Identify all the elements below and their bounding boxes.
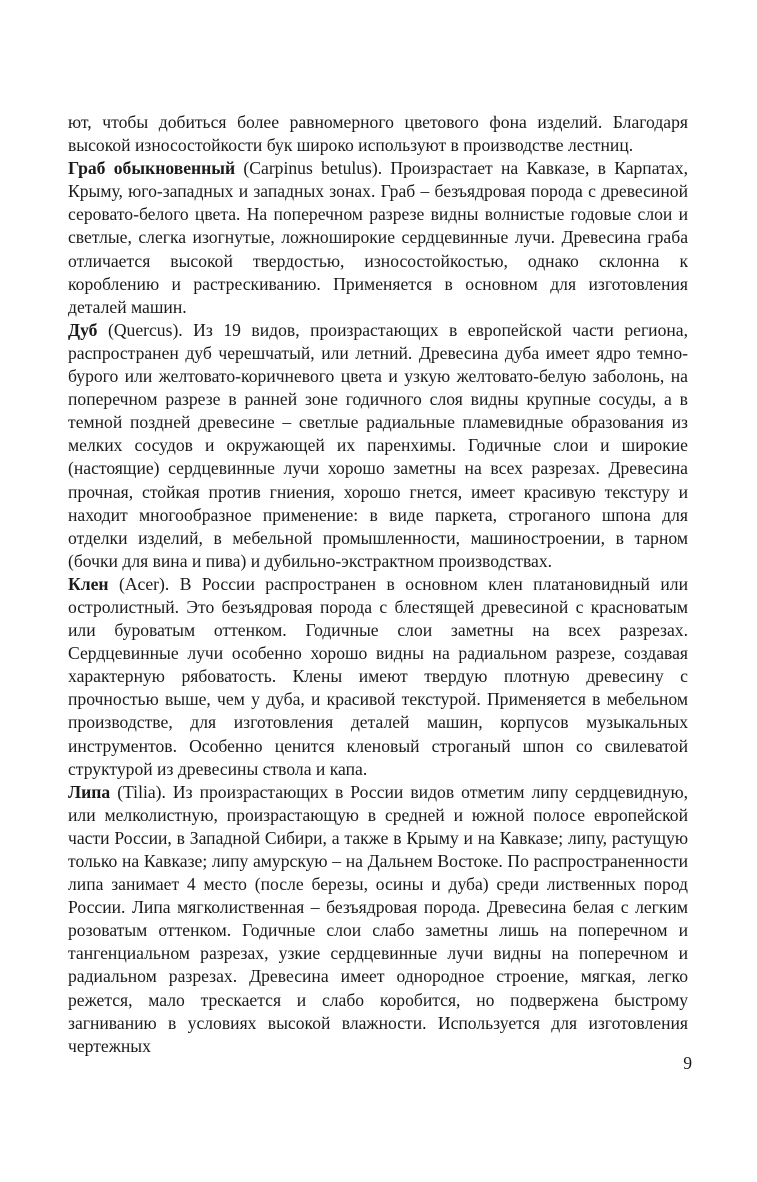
paragraph-text: (Quercus). Из 19 видов, произрастающих в европейской части региона, распространен дуб черешчатый, или летний. Древесина дуба имеет ядро темно-бурого или желтовато-коричневого цвета и узкую желтовато-белую заболонь, на поперечном разрезе в ранней зоне годичного слоя видны крупные сосуды, а в темной поздней древесине – светлые радиальные пламевидные образования из мелких сосудов и окружающей их паренхимы. Годичные слои и широкие (настоящие) сердцевинные лучи хорошо заметны на всех разрезах. Древесина прочная, стойкая против гниения, хорошо гнется, имеет красивую текстуру и находит многообразное применение: в виде паркета, строганого шпона для отделки изделий, в мебельной промышленности, машиностроении, в тарном (бочки для вина и пива) и дубильно-экстрактном производствах. bbox=[68, 319, 688, 571]
term-oak: Дуб bbox=[68, 319, 98, 340]
paragraph-linden bbox=[68, 781, 688, 1058]
term-hornbeam: Граб обыкновенный bbox=[68, 158, 236, 179]
paragraph-hornbeam bbox=[68, 157, 688, 319]
term-linden: Липа bbox=[68, 781, 111, 802]
paragraph-maple bbox=[68, 573, 688, 781]
paragraph-text: (Tilia). Из произрастающих в России видов отметим липу сердцевидную, или мелколистную, произрастающую в средней и южной полосе европейской части России, в Западной Сибири, а также в Крыму и на Кавказе; липу, растущую только на Кавказе; липу амурскую – на Дальнем Востоке. По распространенности липа занимает 4 место (после березы, осины и дуба) среди лиственных пород России. Липа мягколиственная – безъядровая порода. Древесина белая с легким розоватым оттенком. Годичные слои слабо заметны лишь на поперечном и тангенциальном разрезах, узкие сердцевинные лучи видны на поперечном и радиальном разрезах. Древесина имеет однородное строение, мягкая, легко режется, мало трескается и слабо коробится, но подвержена быстрому загниванию в условиях высокой влажности. Используется для изготовления чертежных bbox=[68, 781, 688, 1056]
body-text bbox=[68, 111, 688, 1058]
paragraph-text: ют, чтобы добиться более равномерного цветового фона изделий. Благодаря высокой износостойкости бук широко используют в производстве лестниц. bbox=[68, 112, 688, 156]
term-maple: Клен bbox=[68, 573, 109, 594]
paragraph-text: (Acer). В России распространен в основном клен платановидный или остролистный. Это безъядровая порода с блестящей древесиной с красноватым или буроватым оттенком. Годичные слои заметны на всех разрезах. Сердцевинные лучи особенно хорошо видны на радиальном разрезе, создавая характерную рябоватость. Клены имеют твердую плотную древесину с прочностью выше, чем у дуба, и красивой текстурой. Применяется в мебельном производстве, для изготовления деталей машин, корпусов музыкальных инструментов. Особенно ценится кленовый строганый шпон со свилеватой структурой из древесины ствола и капа. bbox=[68, 573, 688, 779]
paragraph-beech-continued bbox=[68, 111, 688, 157]
paragraph-oak bbox=[68, 319, 688, 573]
page-number: 9 bbox=[683, 1053, 692, 1073]
paragraph-text: (Carpinus betulus). Произрастает на Кавказе, в Карпатах, Крыму, юго-западных и западных зонах. Граб – безъядровая порода с древесиной серовато-белого цвета. На поперечном разрезе видны волнистые годовые слои и светлые, слегка изогнутые, ложноширокие сердцевинные лучи. Древесина граба отличается высокой твердостью, износостойкостью, однако склонна к короблению и растрескиванию. Применяется в основном для изготовления деталей машин. bbox=[68, 158, 688, 317]
